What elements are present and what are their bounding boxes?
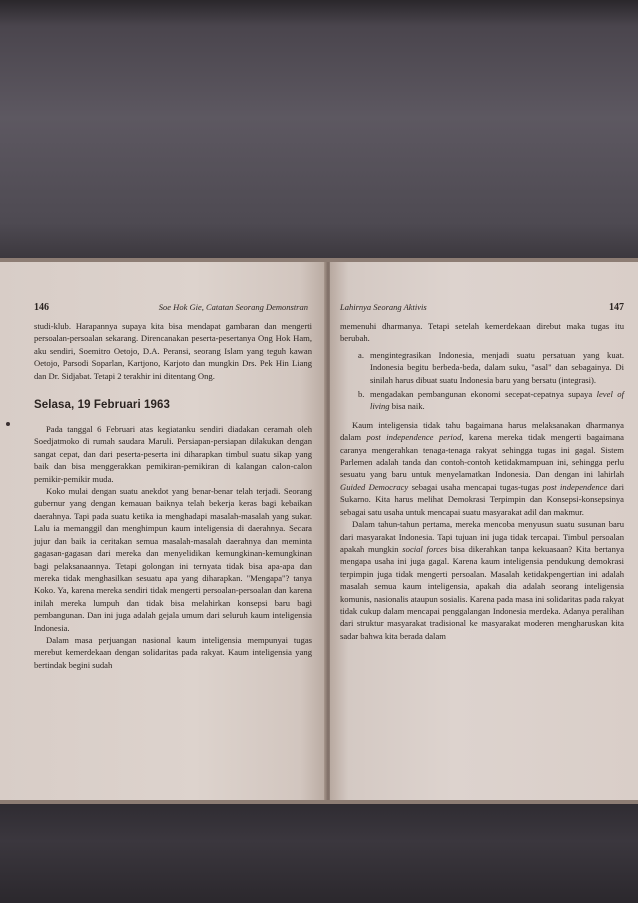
italic-term: post independence [542,481,608,492]
list-marker: b. [358,389,365,400]
left-page [0,262,326,800]
left-running-title: Soe Hok Gie, Catatan Seorang Demonstran [158,302,308,312]
background-top-surface [0,0,638,262]
right-running-title: Lahirnya Seorang Aktivis [340,302,427,312]
italic-term: social forces [402,543,448,554]
left-page-number: 146 [34,302,49,313]
list-item [340,388,624,413]
list-item [340,349,624,386]
task-list [340,349,624,413]
background-bottom-surface [0,800,638,903]
right-page-number: 147 [609,302,624,313]
left-paragraph-3: Dalam masa perjuangan nasional kaum inteligensia mempunyai tugas merebut kemerdekaan dengan solidaritas pada rakyat. Kaum inteligensia yang bertindak begini sudah [34,634,312,670]
left-paragraph-2: Koko mulai dengan suatu anekdot yang benar-benar telah terjadi. Seorang gubernur yang dengan kemauan baiknya telah bekerja keras bagi kebaikan daerahnya. Tapi pada suatu ketika ia menghadapi masalah-masalah yang sukar. Lalu ia memanggil dan menghimpun kaum inteligensia di daerahnya. Secara jujur dan baik ia ceritakan semua masalah-masalah daerahnya dan meminta gagasan-gagasan dari mereka dan menyelidikan kemungkinan-kemungkinan bagi pelaksanaannya. Tetapi golongan ini ternyata tidak bisa apa-apa dan mereka tidak menghasilkan sesuatu apa yang diharapkan. "Mengapa"? tanya Koko. Ya, karena mereka sendiri tidak mengerti persoalan-persoalan dan karena inilah mereka lumpuh dan tidak bisa melahirkan konsepsi baru bagi pembangunan. Dan ini juga adalah gejala umum dari seluruh kaum inteligensia Indonesia. [34,486,312,633]
list-item-text: mengintegrasikan Indonesia, menjadi suatu persatuan yang kuat. Indonesia begitu berbeda-beda, dalam suku, "asal" dan sebagainya. Di sinilah harus dibuat suatu Indonesia baru yang bersatu (integrasi). [370,349,624,385]
list-item-text: bisa naik. [389,401,425,412]
list-item-text: mengadakan pembangunan ekonomi secepat-cepatnya supaya [370,389,597,400]
right-paragraph-2: Dalam tahun-tahun pertama, mereka mencoba menyusun suatu susunan baru dari masyarakat Indonesia. Tapi tujuan ini juga tidak tercapai. Timbul persoalan apakah mungkin social forces bisa dikerahkan tanpa kekuasaan? Kita bertanya mengapa usaha ini juga gagal. Karena kaum inteligensia pendukung demokrasi terpimpin juga tidak mengerti persoalan. Masalah ketidakpengertian ini adalah masalah semua kaum inteligensia, apakah dia adalah seorang inteligensia komunis, nasionalis ataupun sosialis. Karena pada masa ini solidaritas pada rakyat tidak cukup dalam mencapai penggalangan Indonesia merdeka. Adanya peralihan dari struktur masyarakat tradisional ke masyarakat moderen mengharuskan kita sadar bahwa kita berada dalam [340,519,625,641]
list-marker: a. [358,349,364,360]
right-paragraph-1: Kaum inteligensia tidak tahu bagaimana harus melaksanakan dharmanya dalam post independence period, karena mereka tidak mengerti bagaimana caranya mengerahkan tenaga-tenaga rakyat sehingga tugas ini gagal. Sistem Parlemen adalah tanda dan contoh-contoh ketidakmampuan ini, sehingga perlu sesuatu yang baru untuk menyelamatkan Indonesia. Dan dengan ini lahirlah Guided Democracy sebagai usaha mencapai tugas-tugas post independence dari Sukarno. Kita harus melihat Demokrasi Terpimpin dan Konsepsi-konsepsinya sebagai satu usaha untuk mencapai suatu masyarakat adil dan makmur. [340,419,624,517]
italic-term: post independence period [366,432,462,443]
right-intro-paragraph: memenuhi dharmanya. Tetapi setelah kemerdekaan direbut maka tugas itu berubah. [340,321,624,344]
left-paragraph-1: Pada tanggal 6 Februari atas kegiatanku sendiri diadakan ceramah oleh Soedjatmoko di rumah saudara Maruli. Persiapan-persiapan dilakukan dengan sangat cepat, dan dari peserta-peserta ini diharapkan timbul suatu sikap yang baik dan bisa menggerakkan pemikiran-pemikiran di kalangan calon-calon pemikir-pemikir muda. [34,424,312,484]
right-running-head [340,302,624,314]
left-intro-paragraph: studi-klub. Harapannya supaya kita bisa mendapat gambaran dan mengerti persoalan-persoalan sekarang. Direncanakan peserta-pesertanya Ong Hok Ham, aku sendiri, Soemitro Oetojo, D.A. Peransi, seorang Islam yang teguh kawan Oetojo, Parsodi Soparlan, Kartjono, Karjoto dan mungkin Drs. Pek Hin Liang dan Dr. Sidjabat. Tetapi 2 terakhir ini ditentang Ong. [34,321,312,381]
entry-date-heading: Selasa, 19 Februari 1963 [34,399,171,412]
italic-term: Guided Democracy [340,481,409,492]
ink-mark [6,422,10,426]
italic-term: level of living [370,389,624,412]
right-page [330,262,638,800]
left-running-head [34,302,312,314]
